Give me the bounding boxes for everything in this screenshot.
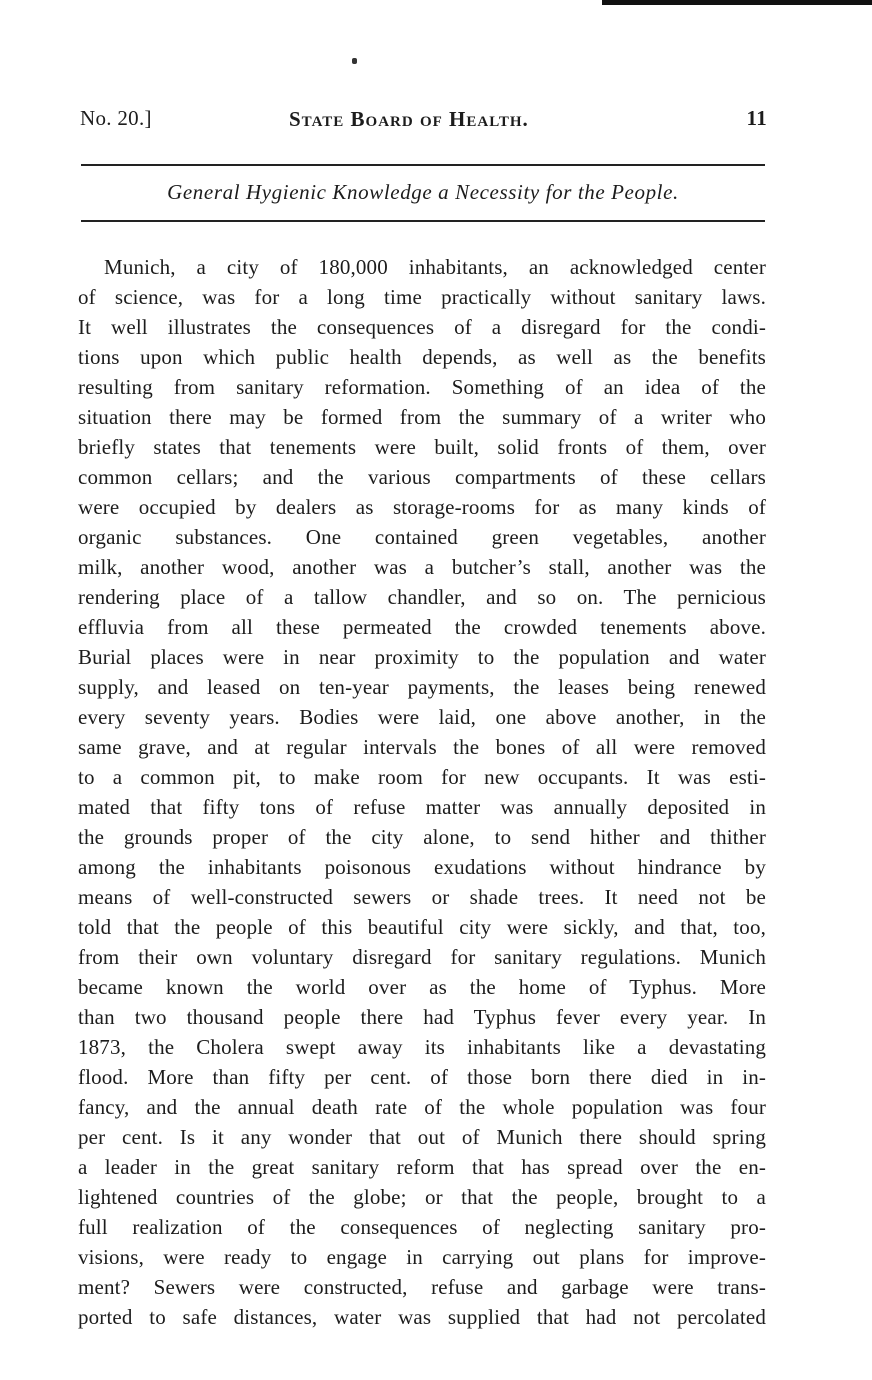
running-title: State Board of Health. xyxy=(289,107,529,131)
section-heading: General Hygienic Knowledge a Necessity for the People. xyxy=(167,180,679,204)
section-rule-top xyxy=(81,164,765,166)
text-line: supply, and leased on ten-year payments, the leases being renewed xyxy=(78,675,766,699)
text-line: milk, another wood, another was a butcher’s stall, another was the xyxy=(78,555,766,579)
scan-edge-mark xyxy=(602,0,872,5)
text-line: to a common pit, to make room for new occupants. It was esti- xyxy=(78,765,766,789)
text-line: every seventy years. Bodies were laid, one above another, in the xyxy=(78,705,766,729)
text-line: ment? Sewers were constructed, refuse and garbage were trans- xyxy=(78,1275,766,1299)
text-line: visions, were ready to engage in carrying out plans for improve- xyxy=(78,1245,766,1269)
text-line: ported to safe distances, water was supplied that had not percolated xyxy=(78,1305,766,1329)
text-line: from their own voluntary disregard for sanitary regulations. Munich xyxy=(78,945,766,969)
text-line: per cent. Is it any wonder that out of Munich there should spring xyxy=(78,1125,766,1149)
text-line: lightened countries of the globe; or that the people, brought to a xyxy=(78,1185,766,1209)
text-line: organic substances. One contained green vegetables, another xyxy=(78,525,766,549)
printer-speck xyxy=(352,58,357,64)
text-line: situation there may be formed from the summary of a writer who xyxy=(78,405,766,429)
text-line: effluvia from all these permeated the crowded tenements above. xyxy=(78,615,766,639)
text-line: tions upon which public health depends, as well as the benefits xyxy=(78,345,766,369)
text-line: resulting from sanitary reformation. Something of an idea of the xyxy=(78,375,766,399)
body-paragraph xyxy=(78,252,766,1332)
text-line: common cellars; and the various compartments of these cellars xyxy=(78,465,766,489)
text-line: flood. More than fifty per cent. of those born there died in in- xyxy=(78,1065,766,1089)
text-line: Munich, a city of 180,000 inhabitants, an acknowledged center xyxy=(104,255,766,279)
text-line: same grave, and at regular intervals the bones of all were removed xyxy=(78,735,766,759)
section-rule-bottom xyxy=(81,220,765,222)
text-line: It well illustrates the consequences of a disregard for the condi- xyxy=(78,315,766,339)
text-line: a leader in the great sanitary reform that has spread over the en- xyxy=(78,1155,766,1179)
text-line: among the inhabitants poisonous exudations without hindrance by xyxy=(78,855,766,879)
text-line: means of well-constructed sewers or shade trees. It need not be xyxy=(78,885,766,909)
text-line: became known the world over as the home of Typhus. More xyxy=(78,975,766,999)
text-line: than two thousand people there had Typhus fever every year. In xyxy=(78,1005,766,1029)
document-number: No. 20.] xyxy=(80,106,152,130)
text-line: briefly states that tenements were built, solid fronts of them, over xyxy=(78,435,766,459)
page-number: 11 xyxy=(746,106,767,130)
text-line: Burial places were in near proximity to the population and water xyxy=(78,645,766,669)
text-line: full realization of the consequences of neglecting sanitary pro- xyxy=(78,1215,766,1239)
text-line: 1873, the Cholera swept away its inhabitants like a devastating xyxy=(78,1035,766,1059)
text-line: the grounds proper of the city alone, to send hither and thither xyxy=(78,825,766,849)
text-line: mated that fifty tons of refuse matter was annually deposited in xyxy=(78,795,766,819)
text-line: were occupied by dealers as storage-rooms for as many kinds of xyxy=(78,495,766,519)
text-line: rendering place of a tallow chandler, and so on. The pernicious xyxy=(78,585,766,609)
text-line: fancy, and the annual death rate of the whole population was four xyxy=(78,1095,766,1119)
text-line: told that the people of this beautiful city were sickly, and that, too, xyxy=(78,915,766,939)
running-header xyxy=(80,106,770,138)
text-line: of science, was for a long time practically without sanitary laws. xyxy=(78,285,766,309)
